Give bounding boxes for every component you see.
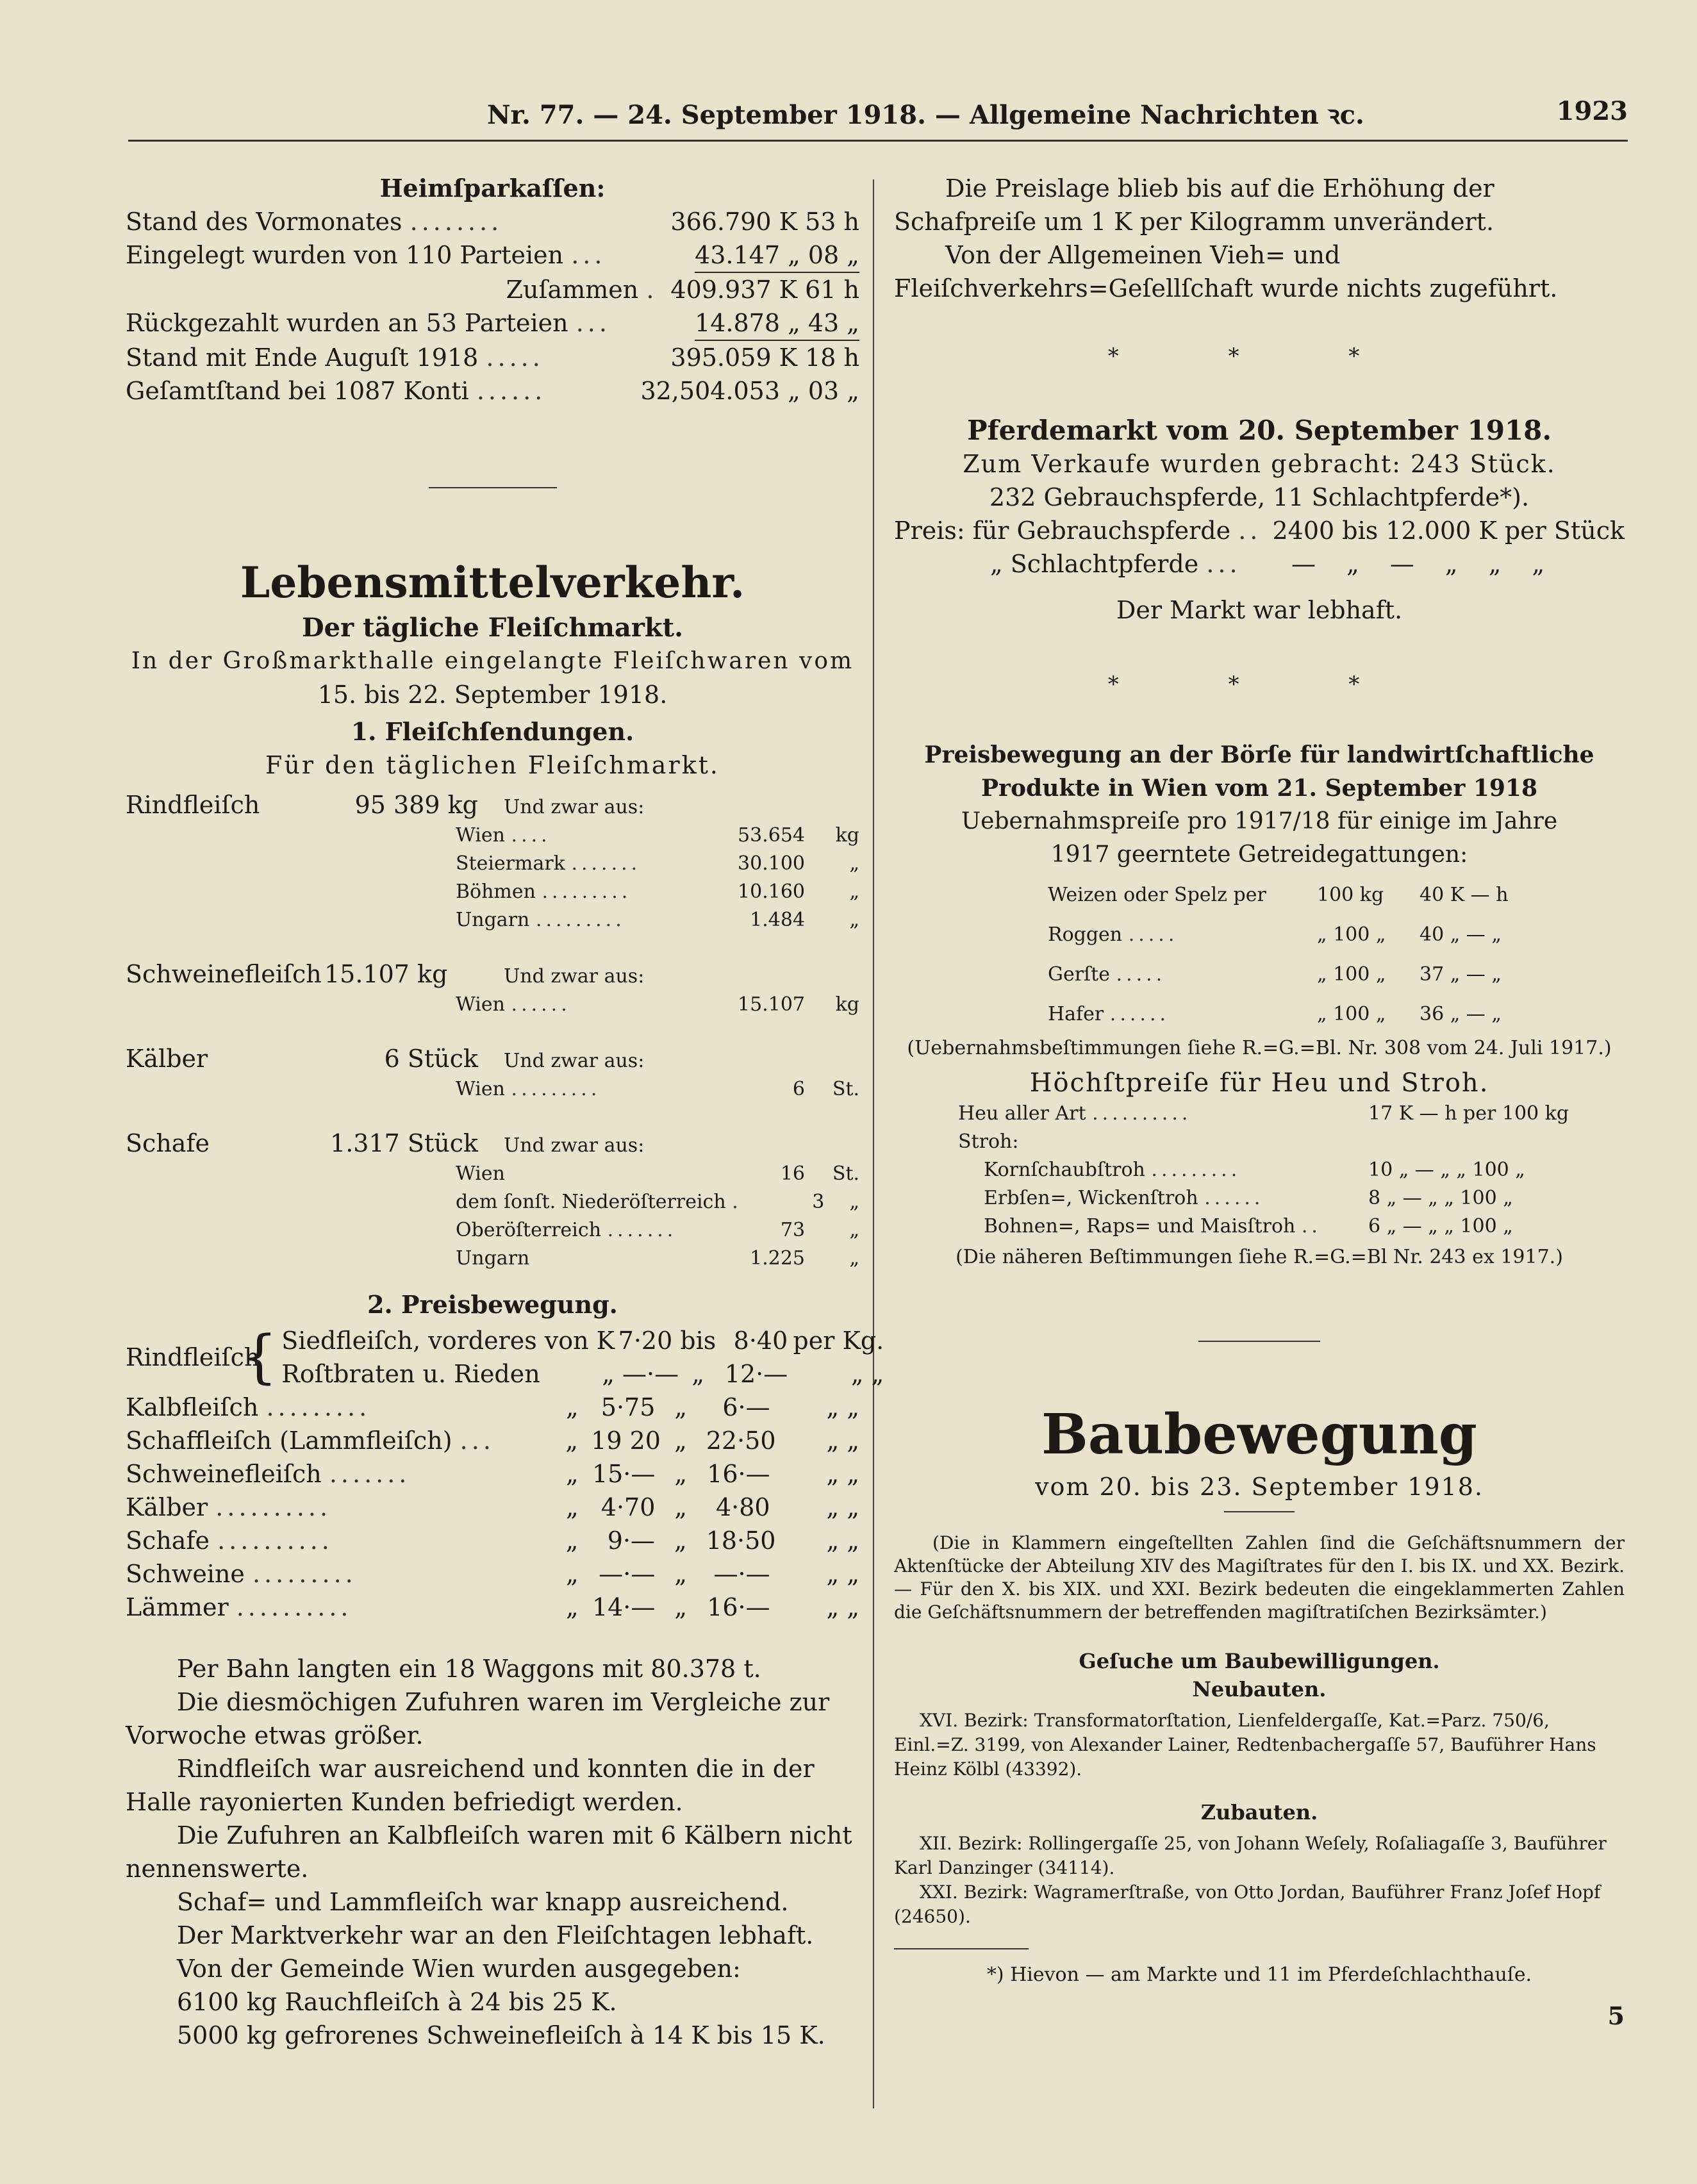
baubewegung-subtitle: vom 20. bis 23. September 1918.: [1034, 1473, 1484, 1501]
baubewegung-note: (Die in Klammern eingeſtellten Zahlen ſind die Geſchäftsnummern der Aktenſtücke der Abteilung XIV des Magiſtrates für den I. bis IX. und XX. Bezirk. — Für den X. bis XIX. und XXI. Bezirk bedeuten die eingeklammerten Zahlen die Geſchäftsnummern der betreffenden magiſtratiſchen Bezirksämter.): [894, 1532, 1625, 1623]
table-row: Roggen ..... „ 100 „ 40 „ — „: [1048, 915, 1625, 955]
price-label: Lämmer: [126, 1593, 229, 1621]
district: XVI. Bezirk:: [920, 1710, 1029, 1731]
paragraph: 5000 kg gefrorenes Schweinefleiſch à 14 K bis 15 K.: [177, 2021, 825, 2049]
getreide-price: 37 „ — „: [1420, 963, 1502, 986]
price-to: 12·—: [724, 1360, 788, 1388]
section-title-lebensmittel: Lebensmittelverkehr.: [240, 558, 745, 608]
preis-value: — „ — „ „ „: [1291, 550, 1557, 578]
price-row: „ Schlachtpferde ... — „ — „ „ „: [894, 547, 1625, 581]
table-row: [1048, 875, 1625, 915]
heimsparkassen-title: Heimſparkaſſen:: [379, 174, 606, 203]
divider: [894, 1948, 1029, 1949]
stroh-value: 10 „ — „ „ 100 „: [1368, 1159, 1525, 1181]
stroh-item: Bohnen=, Raps= und Maisſtroh: [984, 1215, 1296, 1237]
price-from: 7·20: [618, 1327, 673, 1355]
price-group-label: Rindfleiſch: [126, 1343, 260, 1371]
item-place: Oberöſterreich: [456, 1219, 602, 1241]
table-row: Kalbfleiſch ......... „ 5·75 „ 6·— „ „: [126, 1391, 859, 1424]
header-rule: [128, 140, 1628, 142]
item-place: dem ſonſt. Niederöſterreich: [456, 1191, 726, 1213]
pferdemarkt-line: Zum Verkaufe wurden gebracht: 243 Stück.: [963, 450, 1556, 478]
section1-title: 1. Fleiſchſendungen.: [351, 717, 634, 746]
subtitle-fleischmarkt: Der tägliche Fleiſchmarkt.: [301, 613, 684, 643]
group-total: 95 389 kg: [354, 791, 478, 819]
preis-value: 2400 bis 12.000 K per Stück: [1272, 517, 1625, 545]
getreide-qty: 100 kg: [1317, 884, 1384, 906]
getreide-label: Hafer: [1048, 1003, 1104, 1025]
price-to: 16·—: [707, 1460, 770, 1488]
separator-stars: * * *: [1107, 672, 1411, 697]
item-amount: 3: [812, 1191, 825, 1213]
item-amount: 1.484: [750, 909, 805, 931]
item-place: Ungarn: [456, 1247, 530, 1270]
price-to: 8·40: [733, 1327, 788, 1355]
sheet-number: 5: [1607, 2001, 1625, 2030]
item-amount: 73: [780, 1219, 806, 1241]
price-from: —·—: [599, 1560, 656, 1588]
price-label: Kalbfleiſch: [126, 1393, 259, 1421]
divider: [1198, 1341, 1320, 1342]
neubauten-title: Neubauten.: [1192, 1677, 1327, 1701]
boerse-title: Produkte in Wien vom 21. September 1918: [981, 775, 1538, 802]
left-column: [126, 172, 884, 2052]
section-title-baubewegung: Baubewegung: [1041, 1402, 1477, 1467]
section1-subtitle: Für den täglichen Fleiſchmarkt.: [265, 751, 720, 779]
table-row: Lämmer .......... „ 14·— „ 16·— „ „: [126, 1591, 859, 1624]
list-item: [894, 1880, 1625, 1929]
getreide-label: Weizen oder Spelz per: [1048, 884, 1266, 906]
gesuche-title: Geſuche um Baubewilligungen.: [1079, 1649, 1440, 1673]
paragraph: Die Preislage blieb bis auf die Erhöhung der Schafpreiſe um 1 K per Kilogramm unverändert.: [894, 174, 1494, 236]
getreide-qty: „ 100 „: [1317, 1003, 1386, 1025]
group-note: Und zwar aus:: [504, 965, 645, 988]
column-divider: [873, 179, 874, 2108]
table-row: [281, 1357, 884, 1391]
item-amount: 10.160: [738, 881, 805, 903]
table-row: Stand mit Ende Auguſt 1918 ..... 395.059 K 18 h: [126, 341, 859, 374]
boerse-subtitle: 1917 geerntete Getreidegattungen:: [1050, 841, 1468, 868]
preis-label: Preis: für Gebrauchspferde: [894, 517, 1231, 545]
item-place: Ungarn: [456, 909, 530, 931]
item-amount: 30.100: [738, 852, 805, 875]
item-unit: „: [849, 1219, 859, 1241]
getreide-qty: „ 100 „: [1317, 923, 1386, 946]
table-row: Geſamtſtand bei 1087 Konti ...... 32,504.053 „ 03 „: [126, 374, 859, 408]
getreide-price: 40 K — h: [1420, 884, 1509, 906]
item-unit: St.: [832, 1078, 859, 1100]
row-value: 32,504.053 „ 03 „: [640, 377, 859, 405]
heu-value: 17 K — h per 100 kg: [1368, 1102, 1569, 1125]
table-row: Kornſchaubſtroh ......... 10 „ — „ „ 100 „: [958, 1156, 1625, 1184]
footnote: *) Hievon — am Markte und 11 im Pferdeſchlachthauſe.: [986, 1964, 1532, 1986]
item-amount: 6: [792, 1078, 805, 1100]
item-unit: kg: [835, 993, 859, 1016]
paragraph: Rindfleiſch war ausreichend und konnten die in der Halle rayonierten Kunden befriedigt werden.: [126, 1755, 815, 1816]
paragraph: Schaf= und Lammfleiſch war knapp ausreichend.: [177, 1888, 789, 1916]
paragraph: Der Marktverkehr war an den Fleiſchtagen lebhaft.: [177, 1921, 814, 1949]
item-place: Wien: [456, 993, 505, 1016]
price-to: 6·—: [722, 1393, 770, 1421]
group-total: 1.317 Stück: [330, 1129, 478, 1157]
price-bis: bis: [680, 1327, 716, 1355]
price-from: 9·—: [607, 1526, 656, 1555]
table-row: Gerſte ..... „ 100 „ 37 „ — „: [1048, 955, 1625, 995]
item-text: Transformatorſtation, Lienfeldergaſſe, Kat.=Parz. 750/6, Einl.=Z. 3199, von Alexander Lainer, Redtenbachergaſſe 57, Bauführer Hans Heinz Kölbl (43392).: [894, 1710, 1596, 1780]
group-note: Und zwar aus:: [504, 1050, 645, 1072]
table-row: Hafer ...... „ 100 „ 36 „ — „: [1048, 995, 1625, 1034]
stroh-item: Kornſchaubſtroh: [984, 1159, 1145, 1181]
reference-note: (Die näheren Beſtimmungen ſiehe R.=G.=Bl Nr. 243 ex 1917.): [956, 1246, 1563, 1268]
price-row: Preis: für Gebrauchspferde .. 2400 bis 12.000 K per Stück: [894, 514, 1625, 547]
getreide-label: Gerſte: [1048, 963, 1110, 986]
separator-stars: * * *: [1107, 343, 1411, 369]
item-place: Böhmen: [456, 881, 536, 903]
item-unit: „: [849, 852, 859, 875]
item-unit: St.: [832, 1162, 859, 1185]
stroh-label: Stroh:: [958, 1130, 1019, 1153]
row-label: Rückgezahlt wurden an 53 Parteien: [126, 309, 568, 337]
list-item: [894, 1832, 1625, 1880]
fleisch-group: Schafe 1.317 Stück Und zwar aus: Wien 16 St. dem ſonſt. Niederöſterreich . 3 „ Oberöſterreich ....... 73 „ Ungarn 1.225 „: [126, 1127, 859, 1273]
item-text: Rollingergaſſe 25, von Johann Weſely, Roſaliagaſſe 3, Bauführer Karl Danzinger (34114).: [894, 1833, 1607, 1878]
section2-title: 2. Preisbewegung.: [367, 1290, 618, 1319]
divider: [429, 487, 557, 488]
fleisch-group: Kälber 6 Stück Und zwar aus: Wien ......... 6 St.: [126, 1042, 859, 1104]
table-row: Eingelegt wurden von 110 Parteien ... 43.147 „ 08 „: [126, 238, 859, 273]
item-unit: „: [849, 1247, 859, 1270]
group-name: Schafe: [126, 1129, 210, 1157]
heimsparkassen-table: [126, 205, 859, 408]
getreide-qty: „ 100 „: [1317, 963, 1386, 986]
price-to: 22·50: [706, 1427, 776, 1455]
paragraph: Die diesmöchigen Zufuhren waren im Vergleiche zur Vorwoche etwas größer.: [126, 1688, 830, 1750]
table-row: Schafe .......... „ 9·— „ 18·50 „ „: [126, 1524, 859, 1557]
item-amount: 1.225: [750, 1247, 805, 1270]
item-place: Wien: [456, 824, 505, 847]
intro-line: In der Großmarkthalle eingelangte Fleiſchwaren vom: [131, 648, 854, 674]
row-value: 366.790 K 53 h: [670, 208, 859, 236]
price-label: Kälber: [126, 1493, 208, 1521]
intro-line: 15. bis 22. September 1918.: [317, 681, 668, 709]
price-unit: „ „: [850, 1360, 884, 1388]
brace-glyph: {: [241, 1323, 278, 1391]
item-amount: 53.654: [738, 824, 805, 847]
group-total: 6 Stück: [384, 1045, 478, 1073]
price-label: Siedfleiſch, vorderes von K: [281, 1327, 615, 1355]
row-value: 43.147 „ 08 „: [695, 238, 859, 273]
group-name: Rindfleiſch: [126, 791, 260, 819]
market-report: [126, 1652, 859, 2052]
item-unit: „: [849, 909, 859, 931]
row-label: Stand des Vormonates: [126, 208, 402, 236]
price-from: 5·75: [600, 1393, 656, 1421]
table-row: Bohnen=, Raps= und Maisſtroh .. 6 „ — „ „ 100 „: [958, 1212, 1625, 1241]
paragraph: Per Bahn langten ein 18 Waggons mit 80.378 t.: [177, 1655, 761, 1683]
paragraph: Von der Gemeinde Wien wurden ausgegeben:: [177, 1955, 741, 1983]
price-from: 15·—: [592, 1460, 656, 1488]
item-text: Wagramerſtraße, von Otto Jordan, Bauführer Franz Joſef Hopf (24650).: [894, 1882, 1601, 1927]
price-label: Schweinefleiſch: [126, 1460, 322, 1488]
getreide-price: 40 „ — „: [1420, 923, 1502, 946]
row-value: 14.878 „ 43 „: [695, 306, 859, 341]
paragraph: 6100 kg Rauchfleiſch à 24 bis 25 K.: [177, 1988, 617, 2016]
price-table: [126, 1323, 884, 1624]
stroh-value: 6 „ — „ „ 100 „: [1368, 1215, 1513, 1237]
page-header: [128, 90, 1628, 135]
row-value: 395.059 K 18 h: [670, 343, 859, 372]
price-to: 18·50: [706, 1526, 776, 1555]
stroh-value: 8 „ — „ „ 100 „: [1368, 1187, 1513, 1209]
getreide-price: 36 „ — „: [1420, 1003, 1502, 1025]
fleisch-group: Rindfleiſch 95 389 kg Und zwar aus: Wien .... 53.654 kg Steiermark ....... 30.100 „ Böhmen ......... 10.160 „ Ungarn ......... 1.484 „: [126, 788, 859, 934]
group-name: Kälber: [126, 1045, 208, 1073]
market-note: Der Markt war lebhaft.: [1116, 596, 1403, 624]
row-label: Geſamtſtand bei 1087 Konti: [126, 377, 469, 405]
row-label: Stand mit Ende Auguſt 1918: [126, 343, 479, 372]
group-name: Schweinefleiſch: [126, 960, 322, 988]
district: XXI. Bezirk:: [920, 1882, 1029, 1903]
district: XII. Bezirk:: [920, 1833, 1023, 1854]
item-amount: 15.107: [738, 993, 805, 1016]
group-note: Und zwar aus:: [504, 796, 645, 818]
item-place: Wien: [456, 1078, 505, 1100]
table-row: Rückgezahlt wurden an 53 Parteien ... 14.878 „ 43 „: [126, 306, 859, 341]
price-from: „ —·—: [602, 1360, 679, 1388]
row-value: 409.937 K 61 h: [670, 276, 859, 304]
divider: [1224, 1511, 1295, 1512]
price-unit: per Kg.: [793, 1327, 884, 1355]
item-place: Steiermark: [456, 852, 565, 875]
getreide-label: Roggen: [1048, 923, 1123, 946]
table-row: Heu aller Art .......... 17 K — h per 100 kg: [958, 1100, 1625, 1128]
price-label: Schweine: [126, 1560, 245, 1588]
item-place: Wien: [456, 1162, 505, 1185]
row-label: Zuſammen: [506, 276, 639, 304]
table-row: Stand des Vormonates ........ 366.790 K 53 h: [126, 205, 859, 238]
heu-label: Heu aller Art: [958, 1102, 1086, 1125]
table-row: Schweine ......... „ —·— „ —·— „ „: [126, 1557, 859, 1591]
item-unit: „: [849, 1191, 859, 1213]
group-note: Und zwar aus:: [504, 1134, 645, 1157]
zubauten-title: Zubauten.: [1200, 1800, 1318, 1824]
header-title: Nr. 77. — 24. September 1918. — Allgemeine Nachrichten ꝛc.: [487, 100, 1364, 130]
list-item: [894, 1708, 1625, 1782]
price-label: Schafe: [126, 1526, 210, 1555]
preis-label: „ Schlachtpferde: [990, 550, 1199, 578]
price-to: —·—: [713, 1560, 770, 1588]
right-column: [894, 172, 1625, 2033]
hoechst-title: Höchſtpreiſe für Heu und Stroh.: [1029, 1068, 1489, 1098]
row-label: Eingelegt wurden von 110 Parteien: [126, 241, 564, 269]
table-row: Schweinefleiſch ....... „ 15·— „ 16·— „ „: [126, 1457, 859, 1491]
table-row: [281, 1324, 884, 1357]
table-row: Zuſammen . 409.937 K 61 h: [126, 273, 859, 306]
fleisch-group: Schweinefleiſch 15.107 kg Und zwar aus: Wien ...... 15.107 kg: [126, 957, 859, 1019]
table-row: Erbſen=, Wickenſtroh ...... 8 „ — „ „ 100 „: [958, 1184, 1625, 1212]
price-label: Roſtbraten u. Rieden: [281, 1360, 540, 1388]
price-bis: „: [691, 1360, 705, 1388]
group-total: 15.107 kg: [324, 960, 448, 988]
getreide-table: [894, 875, 1625, 1034]
price-from: 14·—: [592, 1593, 656, 1621]
paragraph: Die Zufuhren an Kalbfleiſch waren mit 6 Kälbern nicht nennenswerte.: [126, 1821, 852, 1883]
item-unit: kg: [835, 824, 859, 847]
item-unit: „: [849, 881, 859, 903]
price-to: 16·—: [707, 1593, 770, 1621]
pferdemarkt-title: Pferdemarkt vom 20. September 1918.: [966, 415, 1552, 446]
reference-note: (Uebernahmsbeſtimmungen ſiehe R.=G.=Bl. Nr. 308 vom 24. Juli 1917.): [907, 1037, 1612, 1059]
price-from: 4·70: [600, 1493, 656, 1521]
price-to: 4·80: [716, 1493, 770, 1521]
table-row: Schaffleiſch (Lammfleiſch) ... „ 19 20 „ 22·50 „ „: [126, 1424, 859, 1457]
boerse-subtitle: Uebernahmspreiſe pro 1917/18 für einige im Jahre: [961, 808, 1558, 834]
pferdemarkt-line: 232 Gebrauchspferde, 11 Schlachtpferde*).: [989, 483, 1530, 511]
boerse-title: Preisbewegung an der Börſe für landwirtſchaftliche: [924, 741, 1594, 768]
page-number: 1923: [1556, 96, 1628, 126]
price-label: Schaffleiſch (Lammfleiſch): [126, 1427, 452, 1455]
table-row: Kälber .......... „ 4·70 „ 4·80 „ „: [126, 1491, 859, 1524]
item-amount: 16: [780, 1162, 805, 1185]
paragraph: Von der Allgemeinen Vieh= und Fleiſchverkehrs=Geſellſchaft wurde nichts zugeführt.: [894, 241, 1558, 302]
price-from: 19 20: [591, 1427, 661, 1455]
stroh-item: Erbſen=, Wickenſtroh: [984, 1187, 1198, 1209]
